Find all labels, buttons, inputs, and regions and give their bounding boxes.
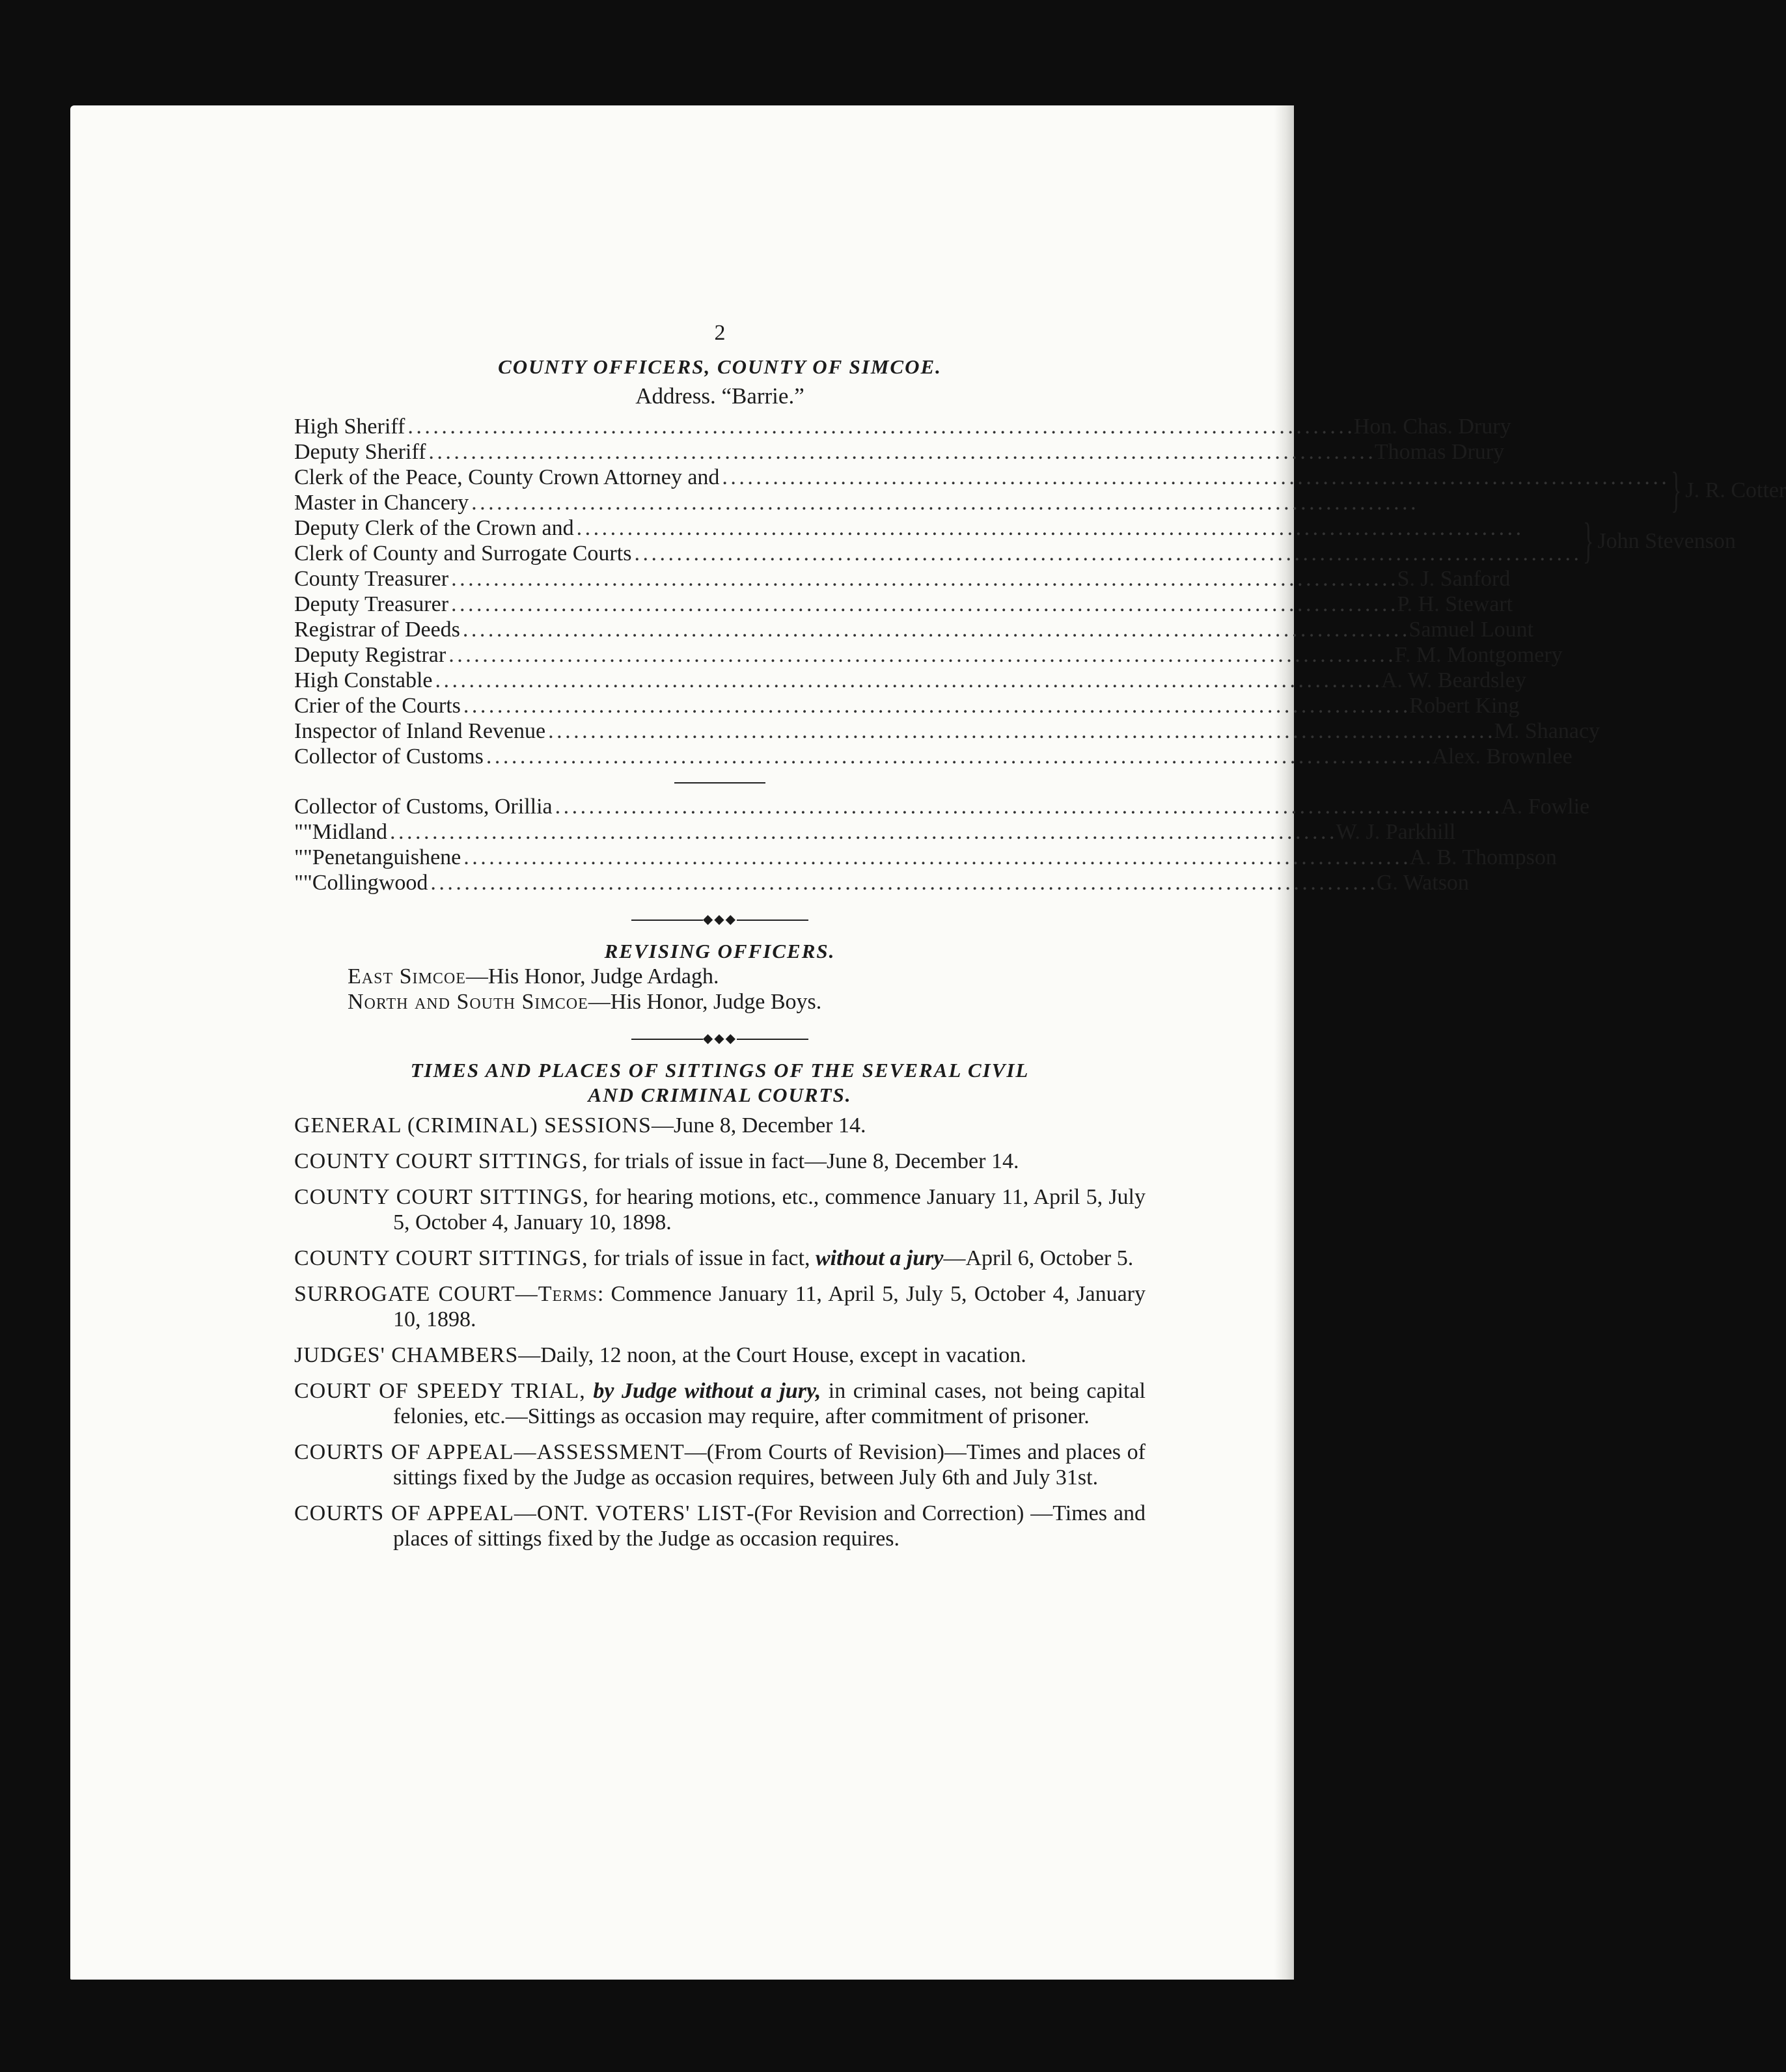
court-details: : Commence January 11, April 5, July 5, October 4, January 10, 1898. [393,1282,1146,1331]
officer-row [294,592,1513,617]
office-title: Crier of the Courts [294,694,461,718]
court-name: GENERAL (CRIMINAL) SESSIONS [294,1113,652,1138]
dot-leader [634,541,1578,566]
office-title: Master in Chancery [294,491,469,515]
court-emphasis: by Judge without a jury, [585,1379,821,1403]
ditto-mark: " [294,845,303,869]
revising-judge: —His Honor, Judge Boys. [588,990,822,1014]
dot-leader [463,845,1407,870]
court-entry [294,1184,1146,1235]
officer-pair-row [294,463,1786,517]
dot-leader [577,515,1578,541]
office-title: Deputy Clerk of the Crown and [294,516,574,540]
officer-name: W. J. Parkhill [1336,820,1456,844]
dot-leader [435,668,1379,693]
office-title: Registrar of Deeds [294,618,460,642]
court-details: for hearing motions, etc., commence January 11, April 5, July 5, October 4, January 10, 1898. [393,1185,1146,1234]
court-details: —June 8, December 14. [651,1113,866,1138]
officer-row [294,439,1505,465]
document-page [70,105,1786,1980]
officer-name: A. W. Beardsley [1381,668,1526,692]
court-entry [294,1378,1146,1429]
office-title: High Constable [294,668,433,692]
officer-name: S. J. Sanford [1397,567,1511,591]
dot-leader [428,439,1372,465]
dot-leader [451,592,1395,617]
customs-row [294,845,1557,870]
officer-name: M. Shanacy [1494,719,1601,743]
officer-name: P. H. Stewart [1397,592,1513,616]
sittings-heading-line: AND CRIMINAL COURTS. [588,1084,852,1106]
court-details: for trials of issue in fact—June 8, December 14. [588,1149,1019,1173]
dot-leader [463,693,1407,718]
customs-place: Midland [312,820,387,844]
dot-leader [407,414,1351,439]
court-entry [294,1149,1146,1174]
office-title: Clerk of County and Surrogate Courts [294,541,632,566]
officer-row [294,617,1534,642]
revising-row [348,964,1146,989]
dot-leader [548,718,1492,744]
officer-name: John Stevenson [1597,528,1736,553]
court-details: -(For Revision and Correction) —Times and places of sittings fixed by the Judge as occasion requires. [393,1501,1146,1551]
page-content [294,320,1786,1562]
dot-leader [555,794,1499,819]
court-name: COURTS OF APPEAL—ONT. VOTERS' LIST [294,1501,747,1525]
court-name: COUNTY COURT SITTINGS, [294,1246,588,1270]
dot-leader [471,490,1666,515]
office-title: Collector of Customs [294,744,484,769]
office-title: County Treasurer [294,567,449,591]
address-line: Address. “Barrie.” [635,383,804,409]
court-details: —Daily, 12 noon, at the Court House, except in vacation. [518,1343,1026,1367]
court-entry [294,1343,1146,1368]
revising-judge: —His Honor, Judge Ardagh. [465,964,719,988]
court-terms-label: Terms [538,1282,598,1306]
ditto-mark: " [294,820,303,844]
officer-row [294,718,1601,744]
officer-name: A. B. Thompson [1409,845,1557,869]
court-name: COUNTY COURT SITTINGS, [294,1185,590,1209]
officer-row [294,744,1573,769]
court-details: for trials of issue in fact, [588,1246,816,1270]
customs-row [294,870,1469,895]
customs-place: Collingwood [312,871,428,895]
revising-row [348,989,1146,1015]
dot-leader [722,465,1666,490]
office-title: Deputy Registrar [294,643,446,667]
court-entry [294,1501,1146,1551]
officer-name: J. R. Cotter [1685,478,1786,502]
office-title: Deputy Treasurer [294,592,449,616]
dot-leader [463,617,1407,642]
ornamental-divider: ◆◆◆ [294,1026,1146,1052]
district-name: North and South Simcoe [348,990,588,1014]
office-title: Deputy Sheriff [294,440,426,464]
ditto-mark: " [303,820,312,844]
court-name: COURTS OF APPEAL—ASSESSMENT [294,1440,685,1464]
customs-place: Penetanguishene [312,845,461,869]
district-name: East Simcoe [348,964,466,988]
court-name: COUNTY COURT SITTINGS, [294,1149,588,1173]
court-details: in criminal cases, not being capital felonies, etc.—Sittings as occasion may require, after commitment of prisoner. [393,1379,1146,1428]
revising-officers-list [294,964,1146,1015]
officer-row [294,642,1563,668]
sittings-heading-line: TIMES AND PLACES OF SITTINGS OF THE SEVERAL CIVIL [410,1059,1030,1082]
court-name: COURT OF SPEEDY TRIAL, [294,1379,586,1403]
dot-leader [448,642,1392,668]
revising-officers-heading: REVISING OFFICERS. [604,940,836,962]
dot-leader [430,870,1374,895]
page-number: 2 [714,321,726,345]
court-name: SURROGATE COURT— [294,1282,538,1306]
court-sittings-list [294,1113,1146,1551]
officer-name: A. Fowlie [1501,795,1590,819]
dot-leader [486,744,1430,769]
court-entry [294,1113,1146,1138]
dot-leader [390,819,1334,845]
court-entry [294,1281,1146,1332]
officer-row [294,668,1526,693]
officer-row [294,693,1520,718]
customs-row [294,819,1456,845]
right-brace: } [1582,513,1594,568]
customs-row [294,794,1590,819]
officer-name: Alex. Brownlee [1432,744,1573,769]
ditto-mark: " [303,871,312,895]
section-rule [674,782,765,784]
office-title: Clerk of the Peace, County Crown Attorney and [294,465,720,489]
court-details: —(From Courts of Revision)—Times and places of sittings fixed by the Judge as occasion requires, between July 6th and July 31st. [393,1440,1146,1490]
officer-pair-row [294,513,1736,568]
office-title: Collector of Customs, Orillia [294,795,553,819]
dot-leader [451,566,1395,592]
right-brace: } [1670,463,1682,517]
ornamental-divider: ◆◆◆ [294,907,1146,933]
ditto-mark: " [294,871,303,895]
officer-row [294,414,1511,439]
court-details: —April 6, October 5. [943,1246,1134,1270]
office-title: Inspector of Inland Revenue [294,719,546,743]
county-officers-heading: COUNTY OFFICERS, COUNTY OF SIMCOE. [498,355,942,378]
sittings-heading [294,1058,1146,1108]
ditto-mark: " [303,845,312,869]
page-spine-shadow [1274,105,1294,1980]
customs-list [294,794,1590,895]
officer-name: F. M. Montgomery [1394,643,1563,667]
court-name: JUDGES' CHAMBERS [294,1343,519,1367]
officer-name: Thomas Drury [1374,440,1505,464]
officers-list [294,414,1786,769]
officer-row [294,566,1511,592]
court-entry [294,1246,1146,1271]
officer-name: Robert King [1409,694,1520,718]
officer-name: G. Watson [1376,871,1469,895]
court-emphasis: without a jury [815,1246,944,1270]
officer-name: Samuel Lount [1408,618,1534,642]
officer-name: Hon. Chas. Drury [1353,415,1511,439]
office-title: High Sheriff [294,415,405,439]
court-entry [294,1439,1146,1490]
